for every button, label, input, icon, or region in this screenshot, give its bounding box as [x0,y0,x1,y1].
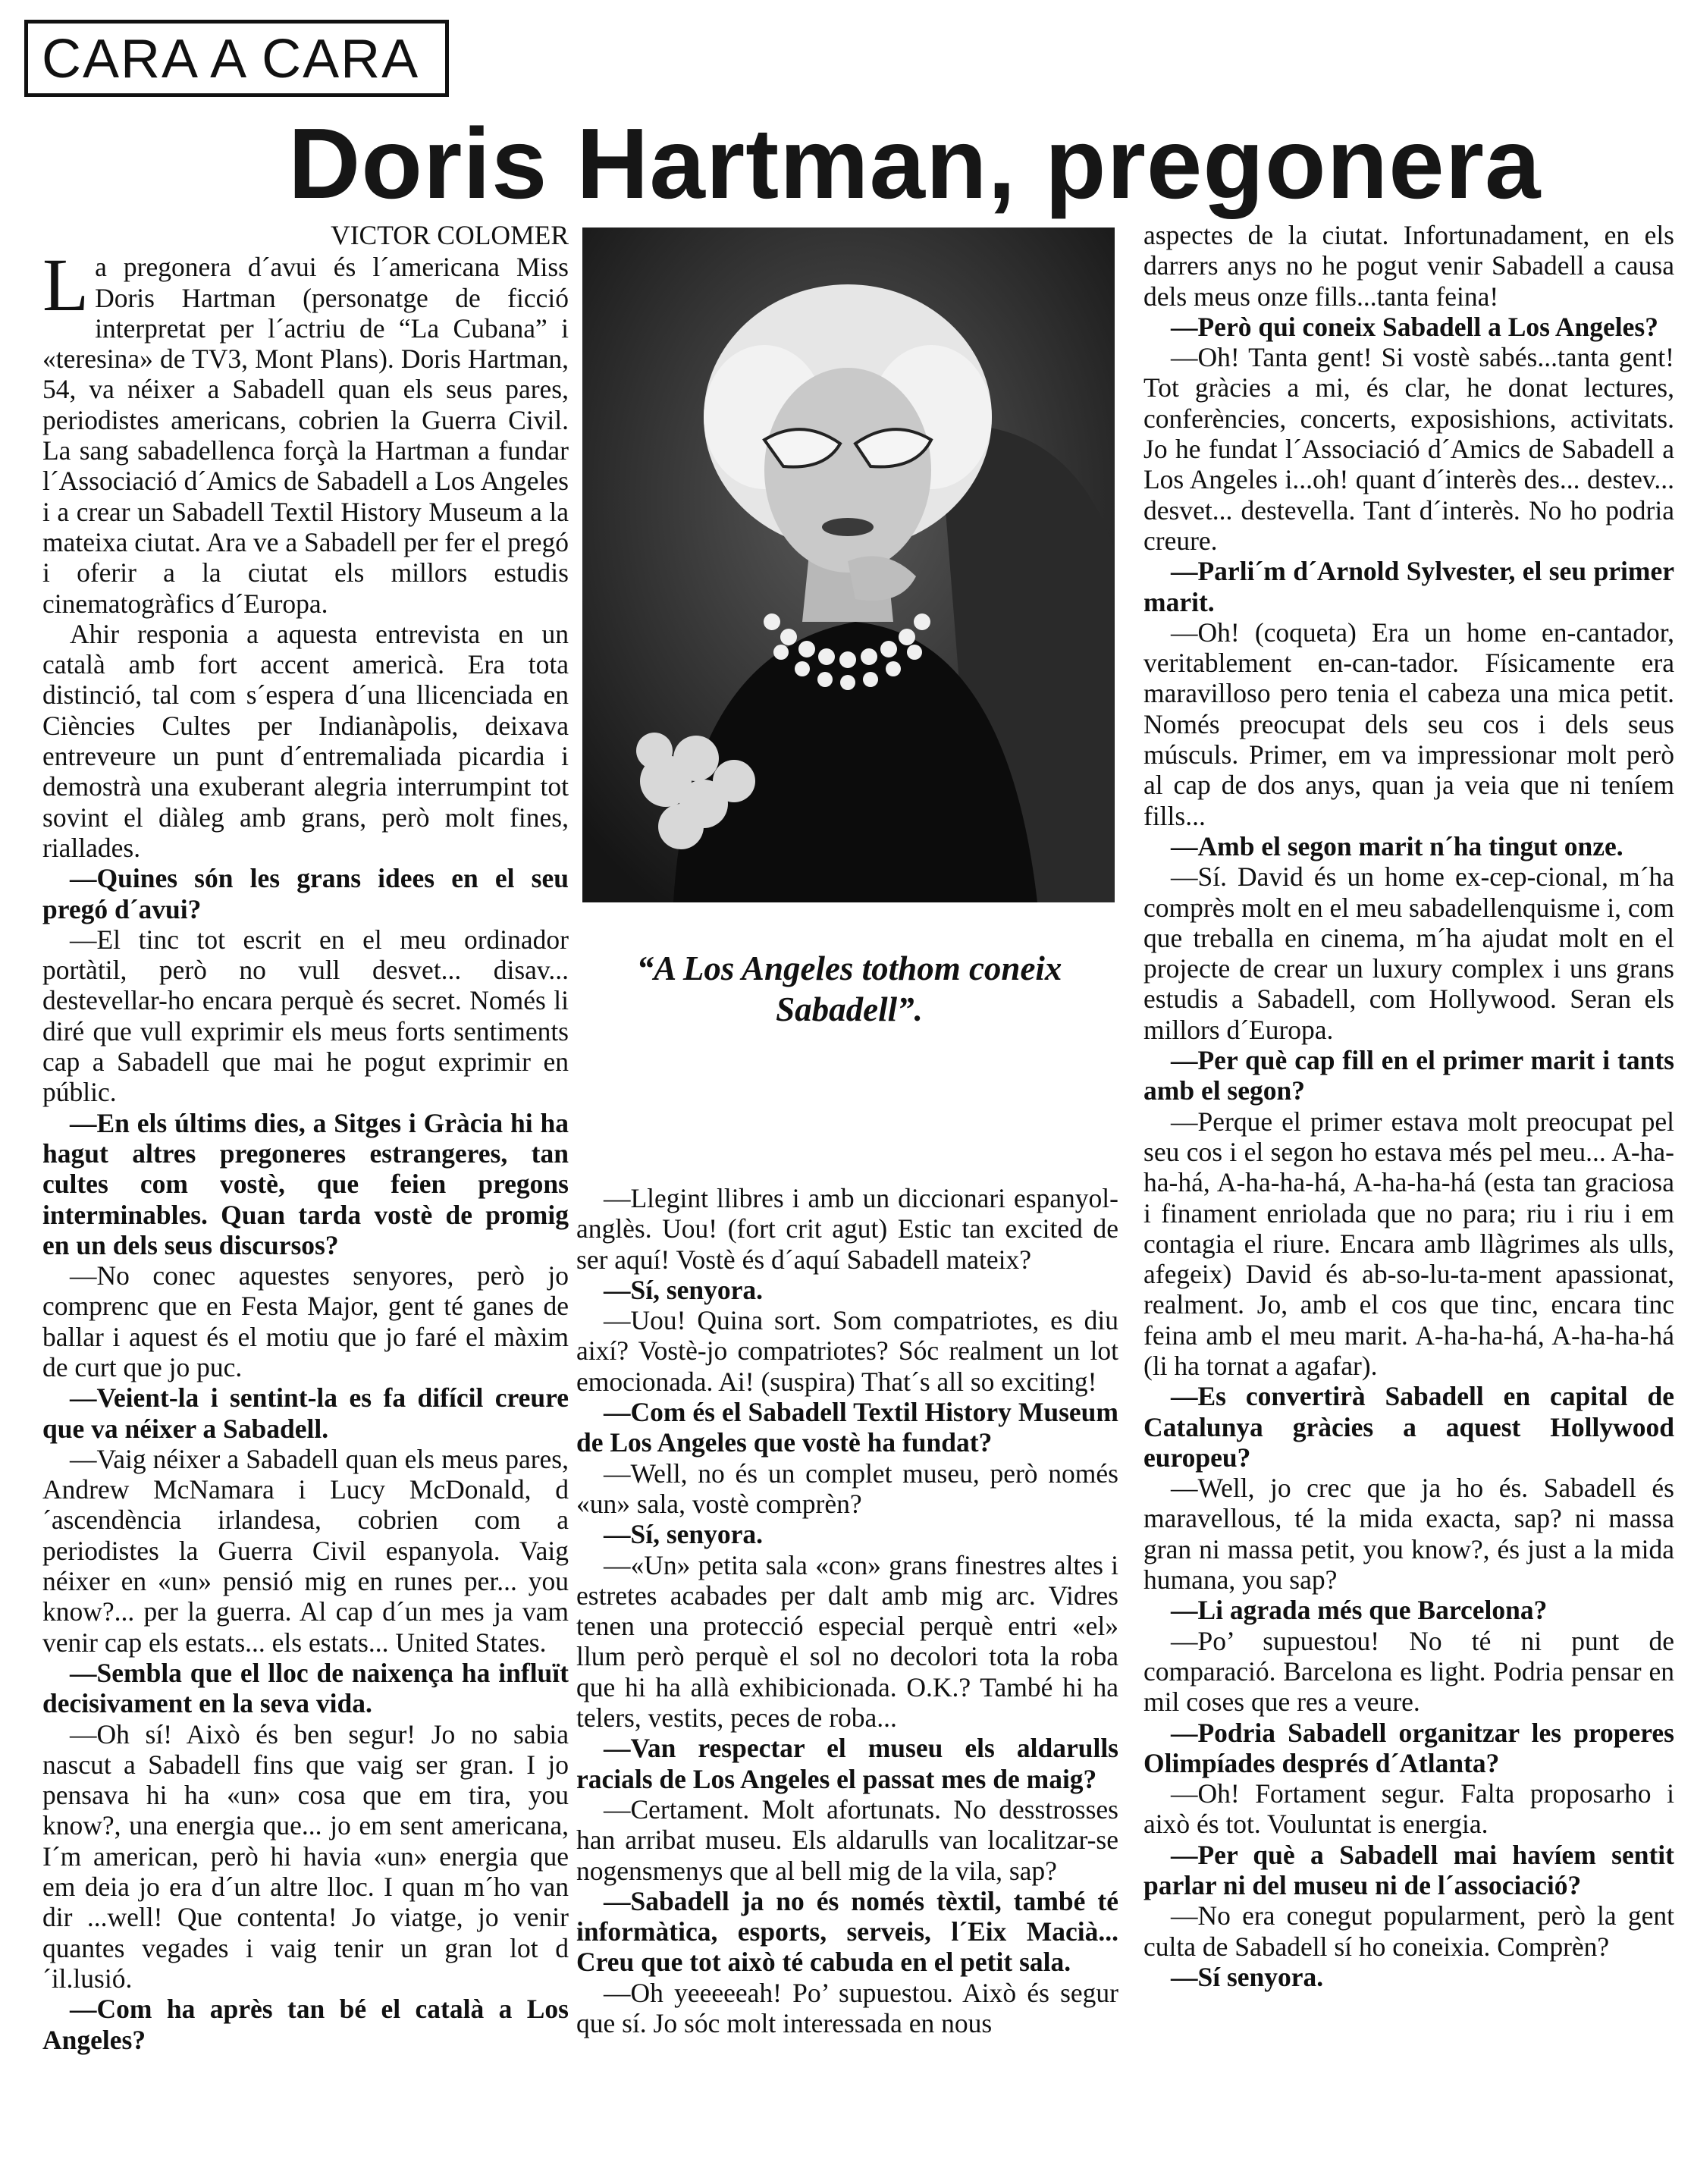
interview-question: —Amb el segon marit n´ha tingut onze. [1171,830,1623,861]
interview-question: —Per què a Sabadell mai havíem sentit parlar ni del museu ni de l´associació? [1143,1839,1674,1901]
paragraph: —Oh! Fortament segur. Falta proposarho i això és tot. Vouluntat is energia. [1143,1778,1674,1840]
paragraph: —Vaig néixer a Sabadell quan els meus pares, Andrew McNamara i Lucy McDonald, d´ascendència irlandesa, cobrien com a periodistes la Guerra Civil espanyola. Vaig néixer en «un» pensió mig en runes per... you know?... per la guerra. Al cap d´un mes ja vam venir cap els estats... els estats... United States. [42,1443,569,1658]
paragraph: —No era conegut popularment, però la gent culta de Sabadell sí ho coneixia. Comprèn? [1143,1900,1674,1962]
paragraph: —Perque el primer estava molt preocupat pel seu cos i el segon ho estava més pel meu... A-ha-ha-há, A-ha-ha-há, A-ha-ha-há (esta tan graciosa i finament enriolada que no para; riu i riu i em contagia el riure. Encara amb llàgrimes als ulls, afegeix) David és ab-so-lu-ta-ment apassionat, realment. Jo, amb el cos que tinc, encara tinc feina amb el meu marit. A-ha-ha-há, A-ha-ha-há (li ha tornat a agafar). [1143,1106,1674,1381]
article-column-1 [42,220,569,2055]
portrait-photo [582,228,1115,902]
interview-question: —Sí senyora. [1171,1961,1324,1992]
headline: Doris Hartman, pregonera [288,108,1542,219]
paragraph: aspectes de la ciutat. Infortunadament, en els darrers anys no he pogut venir Sabadell a causa dels meus onze fills...tanta feina! [1143,220,1674,312]
paragraph: —Sí. David és un home ex-cep-cional, m´ha comprès molt en el meu sabadellenquisme i, com que treballa en cinema, m´ha ajudat molt en el projecte de crear un luxury complex i uns grans estudis a Sabadell, com Hollywood. Seran els millors d´Europa. [1143,861,1674,1045]
interview-question: —Van respectar el museu els aldarulls racials de Los Angeles el passat mes de maig? [576,1733,1118,1794]
portrait-image [582,228,1115,902]
paragraph: —«Un» petita sala «con» grans finestres altes i estretes acabades per dalt amb mig arc. Vidres tenen una protecció especial perquè entri «el» llum però perquè el sol no decolori tota la roba que hi ha allà exhibicionada. O.K.? També hi ha telers, vestits, peces de roba... [576,1549,1118,1734]
paragraph: —No conec aquestes senyores, però jo comprenc que en Festa Major, gent té ganes de ballar i aquest és el motiu que jo faré el màxim de curt que jo puc. [42,1260,569,1382]
paragraph: —Po’ supuestou! No té ni punt de comparació. Barcelona es light. Podria pensar en mil coses que res a veure. [1143,1625,1674,1718]
byline: VICTOR COLOMER [331,220,569,250]
interview-question: —Quines són les grans idees en el seu pregó d´avui? [42,863,569,924]
paragraph: —Well, no és un complet museu, però només «un» sala, vostè comprèn? [576,1458,1118,1519]
interview-question: —Li agrada més que Barcelona? [1171,1595,1548,1626]
paragraph: —Oh! (coqueta) Era un home en-cantador, veritablement en-can-tador. Físicamente era maravilloso pero tenia el cabeza una mica petit. Només preocupat dels seu cos i dels seus músculs. Primer, em va impressionar molt però al cap de dos anys, quan ja veia que ni teníem fills... [1143,617,1674,831]
article-column-3 [1143,220,1674,1992]
paragraph: La pregonera d´avui és l´americana Miss Doris Hartman (personatge de ficció interpretat per l´actriu de “La Cubana” i «teresina» de TV3, Mont Plans). Doris Hartman, 54, va néixer a Sabadell quan els seus pares, periodistes americans, cobrien la Guerra Civil. La sang sabadellenca forçà la Hartman a fundar l´Associació d´Amics de Sabadell a Los Angeles i a crear un Sabadell Textil History Museum a la mateixa ciutat. Ara ve a Sabadell per fer el pregó i oferir a la ciutat els millors estudis cinematogràfics d´Europa. [42,243,569,619]
paragraph: —Oh yeeeeeah! Po’ supuestou. Això és segur que sí. Jo sóc molt interessada en nous [576,1977,1118,2039]
paragraph: —Llegint llibres i amb un diccionari espanyol-anglès. Uou! (fort crit agut) Estic tan excited de ser aquí! Vostè és d´aquí Sabadell mateix? [576,1183,1118,1275]
interview-question: —Podria Sabadell organitzar les properes Olimpíades després d´Atlanta? [1143,1717,1674,1778]
paragraph: —Certament. Molt afortunats. No desstrosses han arribat museu. Els aldarulls van localitzar-se nogensmenys que al bell mig de la vila, sap? [576,1793,1118,1886]
paragraph: —El tinc tot escrit en el meu ordinador portàtil, però no vull desvet... disav... destevellar-ho encara perquè és secret. Només li diré que vull exprimir els meus forts sentiments cap a Sabadell que mai he pogut exprimir en públic. [42,924,569,1108]
interview-question: —Sí, senyora. [604,1519,764,1550]
interview-question: —En els últims dies, a Sitges i Gràcia hi ha hagut altres pregoneres estrangeres, tan cultes com vostè, que feien pregons interminables. Quan tarda vostè de promig en un dels seus discursos? [42,1107,569,1260]
interview-question: —Parli´m d´Arnold Sylvester, el seu primer marit. [1143,556,1674,617]
section-label: CARA A CARA [42,29,420,89]
interview-question: —Com és el Sabadell Textil History Museum de Los Angeles que vostè ha fundat? [576,1397,1118,1458]
paragraph: —Oh! Tanta gent! Si vostè sabés...tanta gent! Tot gràcies a mi, és clar, he donat lectures, conferències, concerts, exposishions, activitats. Jo he fundat l´Associació d´Amics de Sabadell a Los Angeles i...oh! quant d´interès des... destev... desvet... destevella. Tant d´interès. No ho podria creure. [1143,342,1674,556]
interview-question: —Per què cap fill en el primer marit i tants amb el segon? [1143,1045,1674,1106]
photo-caption: “A Los Angeles tothom coneix Sabadell”. [636,949,1062,1028]
drop-cap: L [42,243,89,328]
interview-question: —Es convertirà Sabadell en capital de Catalunya gràcies a aquest Hollywood europeu? [1143,1381,1674,1473]
paragraph: —Uou! Quina sort. Som compatriotes, es diu així? Vostè-jo compatriotes? Sóc realment un lot emocionada. Ai! (suspira) That´s all so exciting! [576,1305,1118,1397]
interview-question: —Però qui coneix Sabadell a Los Angeles? [1171,311,1658,342]
interview-question: —Com ha après tan bé el català a Los Angeles? [42,1994,569,2055]
section-label-box [24,20,449,97]
paragraph: Ahir responia a aquesta entrevista en un català amb fort accent americà. Era tota distinció, tal com s´espera d´una llicenciada en Ciències Cultes per Indianàpolis, deixava entreveure un punt d´entremaliada picardia i demostrà una exuberant alegria interrumpint tot sovint el diàleg amb grans, però molt fines, riallades. [42,618,569,863]
paragraph: —Well, jo crec que ja ho és. Sabadell és maravellous, té la mida exacta, sap? ni massa gran ni massa petit, you know?, és just a la mida humana, you sap? [1143,1473,1674,1596]
interview-question: —Sí, senyora. [604,1274,764,1305]
interview-question: —Sembla que el lloc de naixença ha influït decisivament en la seva vida. [42,1657,569,1719]
paragraph: —Oh sí! Això és ben segur! Jo no sabia nascut a Sabadell fins que vaig ser gran. I jo pensava hi ha «un» cosa que em tira, you know?, una energia que... jo em sent americana, I´m american, però hi havia «un» energia que em deia jo era d´un altre lloc. I quan m´ho van dir ...well! Que contenta! Jo viatge, jo venir quantes vegades i vaig tenir un gran lot d´il.lusió. [42,1718,569,1994]
article-column-2 [576,1183,1118,2038]
interview-question: —Sabadell ja no és només tèxtil, també té informàtica, esports, serveis, l´Eix Macià... Creu que tot això té cabuda en el petit sala. [576,1885,1118,1978]
interview-question: —Veient-la i sentint-la es fa difícil creure que va néixer a Sabadell. [42,1382,569,1444]
